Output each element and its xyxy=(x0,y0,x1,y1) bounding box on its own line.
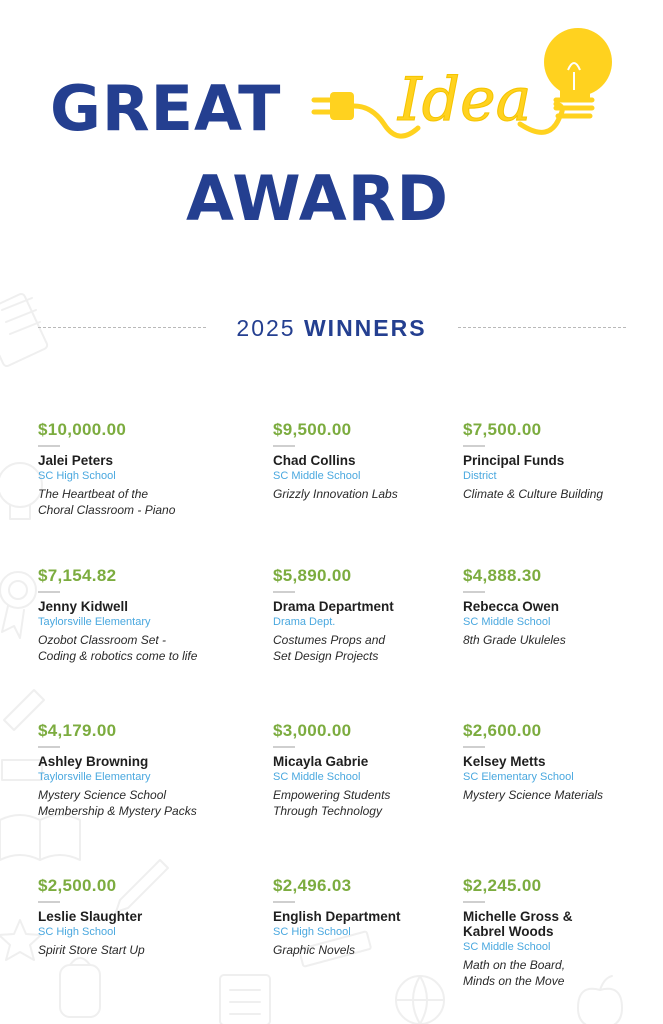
winner-card xyxy=(38,876,238,959)
award-amount: $5,890.00 xyxy=(273,566,352,585)
winner-school: Taylorsville Elementary xyxy=(38,771,151,783)
winner-school: SC Elementary School xyxy=(463,771,574,783)
winner-name: Kelsey Metts xyxy=(463,754,546,769)
winner-card xyxy=(273,420,473,503)
winner-card xyxy=(463,721,663,804)
winner-project: Climate & Culture Building xyxy=(463,487,604,501)
amount-divider xyxy=(38,901,60,903)
amount-divider xyxy=(273,445,295,447)
winner-name: Rebecca Owen xyxy=(463,599,560,614)
winner-card xyxy=(273,876,473,959)
award-amount: $7,154.82 xyxy=(38,566,117,585)
winner-card xyxy=(273,721,473,819)
winner-project: Mystery Science School Membership & Mystery Packs xyxy=(38,788,197,818)
amount-divider xyxy=(273,591,295,593)
winner-name: English Department xyxy=(273,909,401,924)
winner-name: Chad Collins xyxy=(273,453,356,468)
winner-project: Spirit Store Start Up xyxy=(38,943,145,957)
winners-year: 2025 xyxy=(236,314,296,341)
winner-project: Ozobot Classroom Set - Coding & robotics come to life xyxy=(38,633,198,663)
winner-project: Empowering Students Through Technology xyxy=(273,788,391,818)
winner-name: Principal Funds xyxy=(463,453,565,468)
logo-word-idea: Idea xyxy=(398,65,532,135)
award-amount: $4,888.30 xyxy=(463,566,542,585)
amount-divider xyxy=(463,901,485,903)
winner-card xyxy=(463,420,663,503)
winner-name: Michelle Gross & Kabrel Woods xyxy=(463,909,573,939)
award-amount: $2,245.00 xyxy=(463,876,542,895)
amount-divider xyxy=(273,901,295,903)
winner-name: Micayla Gabrie xyxy=(273,754,369,769)
winner-project: Mystery Science Materials xyxy=(463,788,604,802)
award-amount: $10,000.00 xyxy=(38,420,127,439)
amount-divider xyxy=(38,445,60,447)
winner-project: Grizzly Innovation Labs xyxy=(273,487,398,501)
award-amount: $2,496.03 xyxy=(273,876,352,895)
winner-name: Ashley Browning xyxy=(38,754,149,769)
winners-word: WINNERS xyxy=(303,314,427,341)
winner-school: SC Middle School xyxy=(273,771,361,783)
amount-divider xyxy=(38,746,60,748)
award-amount: $2,600.00 xyxy=(463,721,542,740)
award-amount: $2,500.00 xyxy=(38,876,117,895)
winner-project: Graphic Novels xyxy=(273,943,356,957)
winner-project: The Heartbeat of the Choral Classroom - Piano xyxy=(38,487,176,517)
award-amount: $9,500.00 xyxy=(273,420,352,439)
winner-card xyxy=(463,876,663,989)
winner-name: Jenny Kidwell xyxy=(38,599,129,614)
winner-school: SC Middle School xyxy=(273,470,361,482)
logo-word-award: AWARD xyxy=(186,162,449,235)
winner-school: SC High School xyxy=(273,926,351,938)
winner-name: Drama Department xyxy=(273,599,394,614)
winner-card xyxy=(38,420,238,518)
amount-divider xyxy=(463,746,485,748)
winner-name: Jalei Peters xyxy=(38,453,114,468)
winner-school: SC High School xyxy=(38,926,116,938)
winner-card xyxy=(273,566,473,664)
winner-school: District xyxy=(463,470,497,482)
amount-divider xyxy=(463,445,485,447)
logo-word-great: GREAT xyxy=(50,72,282,145)
winner-school: SC High School xyxy=(38,470,116,482)
winner-card xyxy=(38,566,238,664)
amount-divider xyxy=(463,591,485,593)
winner-project: Math on the Board, Minds on the Move xyxy=(463,958,566,988)
award-amount: $3,000.00 xyxy=(273,721,352,740)
amount-divider xyxy=(38,591,60,593)
winner-school: Drama Dept. xyxy=(273,616,336,628)
award-amount: $7,500.00 xyxy=(463,420,542,439)
winner-school: Taylorsville Elementary xyxy=(38,616,151,628)
winner-project: 8th Grade Ukuleles xyxy=(463,633,566,647)
award-amount: $4,179.00 xyxy=(38,721,117,740)
winner-school: SC Middle School xyxy=(463,941,551,953)
winner-school: SC Middle School xyxy=(463,616,551,628)
winner-name: Leslie Slaughter xyxy=(38,909,143,924)
winner-project: Costumes Props and Set Design Projects xyxy=(273,633,386,663)
amount-divider xyxy=(273,746,295,748)
winner-card xyxy=(463,566,663,649)
winner-card xyxy=(38,721,238,819)
